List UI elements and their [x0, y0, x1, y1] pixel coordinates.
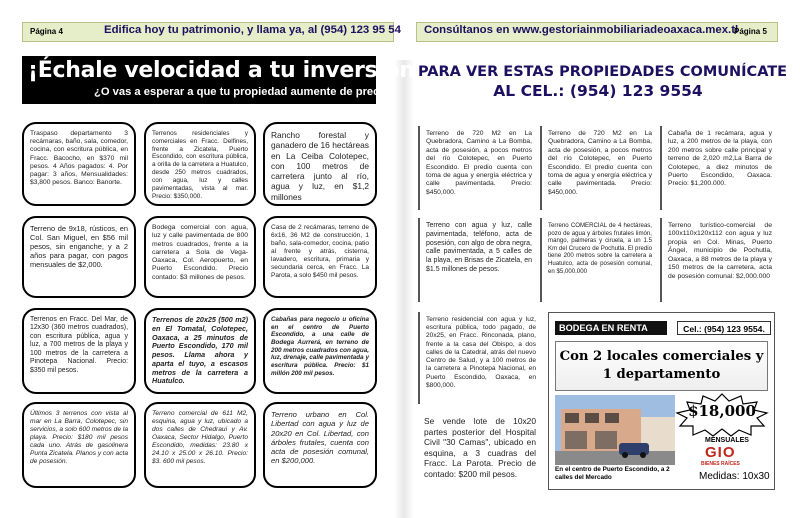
ad-headline: Con 2 locales comerciales y 1 departamento — [555, 341, 768, 391]
ad-caption: En el centro de Puerto Escondido, a 2 calles del Mercado — [555, 466, 670, 481]
banner-subheadline: ¿O vas a esperar a que tu propiedad aumente de precio? — [94, 86, 397, 98]
bodega-ad — [548, 312, 775, 490]
listing-card: Bodega comercial con agua, luz y calle pavimentada de 800 metros cuadrados, frente a la carretera a Sola de Vega-Oaxaca, Col. Aeropuerto, en Puerto Escondido. Precio contado: $3 millones de pesos. — [144, 216, 256, 298]
listing-card: Terreno con agua y luz, calle pavimentada, teléfono, acta de posesión, con algo de obra negra, calle pavimentada, a 5 calles de la playa, en Brisas de Zicatela, en $1.5 millones de pesos. — [418, 218, 538, 302]
listing-card: Terreno turístico-comercial de 100x110x120x112 con agua y luz propia en Col. Minas, Puerto Ángel, municipio de Pochutla, Oaxaca, a 88 metros de la playa y 150 metros de la carretera, acta de posesión comunal: $2,000.000 — [660, 218, 778, 302]
listing-card: Últimos 3 terrenos con vista al mar en La Barra, Colotepec, sin servicios, a solo 600 metros de la playa. Precio: $180 mil pesos cada uno. Atrás de gasolinera Punta Zicatela. Planos y con acta de posesión. — [22, 402, 136, 488]
page-header — [0, 0, 800, 62]
listing-card: Terreno de 720 M2 en La Quebradora, Camino a La Bomba, acta de posesión, a pocos metros del río Colotepec, en Puerto Escondido. El predio cuenta con toma de agua y energía eléctrica y calle pavimentada. Precio: $450,000. — [418, 126, 538, 210]
logo-subtext: BIENES RAÍCES — [701, 461, 740, 467]
contact-title — [418, 64, 788, 100]
listing-card: Terrenos en Fracc. Del Mar, de 12x30 (360 metros cuadrados), con escritura pública, agua y luz, a 700 metros de la playa y 100 metros de la carretera a Pinotepa Nacional. Precio: $350 mil pesos. — [22, 308, 136, 394]
ad-period: MENSUALES — [705, 437, 749, 444]
header-slogan: Edifica hoy tu patrimonio, y llama ya, al (954) 123 95 54 — [104, 24, 401, 36]
listing-card: Terreno comercial de 611 M2, esquina, agua y luz, ubicado a dos calles de Chedraui y Av. Oaxaca, Sector Hidalgo, Puerto Escondido, medidas: 23.80 x 24.10 x 25.00 x 26.10. Precio: $3. 600 mil pesos. — [144, 402, 256, 488]
contact-title-line2: AL CEL.: (954) 123 9554 — [493, 81, 703, 100]
ad-price: $18,000 — [688, 402, 756, 420]
gio-logo — [695, 444, 765, 469]
listing-card: Terreno residencial con agua y luz, escritura pública, todo pagado, de 20x25, en Fracc. Rinconada, plano, frente a la casa del Obispo, a dos calles de la Catedral, atrás del nuevo Centro de Salud, y a 100 metros de la carretera a Pinotepa Nacional, en Puerto Escondido, Oaxaca, en $800,000. — [418, 312, 542, 404]
ad-size: Medidas: 10x30 — [699, 471, 770, 482]
listing-card: Cabaña de 1 recámara, agua y luz, a 200 metros de la playa, con 200 metros sobre calle principal y terreno de 2,020 m2,La Barra de Colotepec, a diez minutos de Puerto Escondido, Oaxaca. Precio: $1,200.000. — [660, 126, 778, 210]
listing-card: Casa de 2 recámaras, terreno de 6x16, 36 M2 de construcción, 1 baño, sala-comedor, cocina, patio al frente y atrás, cisterna, lavadero, escritura, primaria y secundaria cerca, en Fracc. La Parota, a solo $450 mil pesos. — [263, 216, 377, 298]
price-burst — [675, 393, 769, 437]
listing-card: Terreno de 9x18, rústicos, en Col. San Miguel, en $56 mil pesos, sin enganche, y a 2 años para pagar, con pagos mensuales de $2,000. — [22, 216, 136, 298]
listing-card: Terreno COMERCIAL de 4 hectáreas, pozo de agua y árboles frutales limón, mango, palmeras y ciruela, a un 1.5 Km del Crucero de Pochutla. El predio tiene 200 metros sobre la carretera a Huatulco, acta de posesión comunal, en $5,000.000 — [540, 218, 658, 302]
promo-banner — [22, 56, 449, 104]
building-photo — [555, 395, 675, 465]
page-number-right: Página 5 — [734, 27, 767, 36]
page-number-left: Página 4 — [30, 27, 63, 36]
contact-title-line1: PARA VER ESTAS PROPIEDADES COMUNÍCATE — [418, 64, 788, 80]
listing-card: Cabañas para negocio u oficina en el centro de Puerto Escondido, a una calle de Bodega Aurrerá, en terreno de 200 metros cuadrados con agua, luz, drenaje, calle pavimentada y escritura pública. Precio: $1 millón 200 mil pesos. — [263, 308, 377, 394]
listing-card: Terreno de 720 M2 en La Quebradora, Camino a La Bomba, acta de posesión, a pocos metros del río Colotepec, en Puerto Escondido. El predio cuenta con toma de agua y energía eléctrica y calle pavimentada. Precio: $450,000. — [540, 126, 658, 210]
page-spine — [394, 60, 414, 518]
banner-headline: ¡Échale velocidad a tu inversión!... — [28, 58, 449, 83]
listing-card: Rancho forestal y ganadero de 16 hectáreas en La Ceiba Colotepec, con 100 metros de carretera junto al río, agua y luz, en $1,2 millones — [263, 122, 377, 206]
listing-card: Terrenos residenciales y comerciales en Fracc. Delfines, frente a Zicatela, Puerto Escondido, con escritura pública, a orilla de la carretera a Huatulco, desde 250 metros cuadrados, con agua, luz y calles pavimentadas, vista al mar. Precio: $350,000. — [144, 122, 256, 206]
listing-card: Traspaso departamento 3 recámaras, baño, sala, comedor, cocina, con escritura pública, en Fracc. Bacocho, en $370 mil pesos. 4 Años pagados: 4. Por pagar: 3 años, Mensualidades: $3,800 pesos. Banco: Banorte. — [22, 122, 136, 206]
ad-label: BODEGA EN RENTA — [555, 321, 667, 335]
logo-text: GIO — [705, 444, 736, 461]
header-website: Consúltanos en www.gestoriainmobiliariadeoaxaca.mex.tl — [424, 24, 739, 36]
listing-card: Se vende lote de 10x20 partes posterior del Hospital Civil "30 Camas", ubicado en esquina, a 3 cuadras del Fracc. La Parota. Precio de contado: $200 mil pesos. — [418, 412, 542, 492]
ad-phone: Cel.: (954) 123 9554. — [677, 321, 771, 335]
building-photo-graphic — [555, 395, 675, 465]
listing-card: Terrenos de 20x25 (500 m2) en El Tomatal, Colotepec, Oaxaca, a 25 minutos de Puerto Escondido, 170 mil pesos. Llama ahora y aparta el tuyo, a escasos metros de la carretera a Huatulco. — [144, 308, 256, 394]
listing-card: Terreno urbano en Col. Libertad con agua y luz de 20x20 en Col. Libertad, con árboles frutales, cuenta con acta de posesión comunal, en $200,000. — [263, 402, 377, 488]
